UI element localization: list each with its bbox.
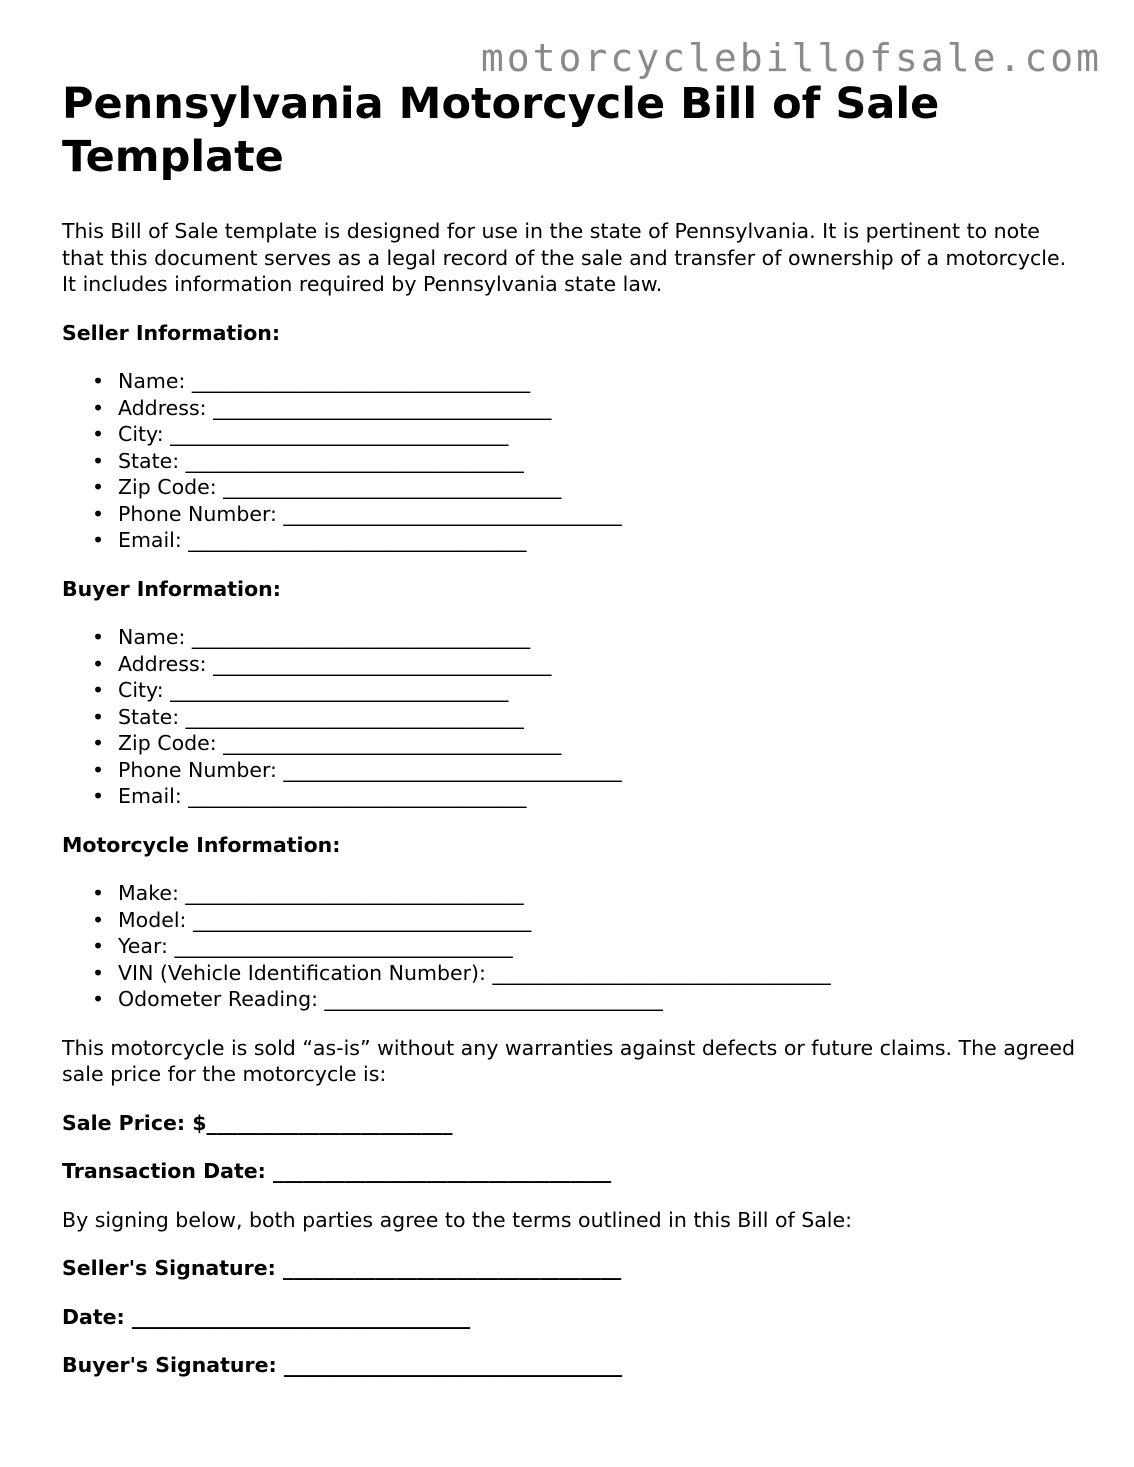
buyer-name-field[interactable]: • Name: _________________________________ [118,624,1082,651]
buyer-heading: Buyer Information: [62,576,281,601]
transaction-date-field[interactable]: Transaction Date: _________________________________ [62,1159,612,1183]
motorcycle-heading: Motorcycle Information: [62,832,341,857]
motorcycle-make-field[interactable]: • Make: _________________________________ [118,880,1082,907]
seller-phone-field[interactable]: • Phone Number: _________________________________ [118,501,1082,528]
seller-heading: Seller Information: [62,320,281,345]
watermark: motorcyclebillofsale.com [480,36,1102,80]
sale-price-field[interactable]: Sale Price: $________________________ [62,1110,453,1135]
motorcycle-odometer-field[interactable]: • Odometer Reading: _________________________________ [118,986,1082,1013]
motorcycle-fields-list [62,880,1082,1013]
buyer-city-field[interactable]: • City: _________________________________ [118,677,1082,704]
buyer-zip-field[interactable]: • Zip Code: _________________________________ [118,730,1082,757]
buyer-email-field[interactable]: • Email: _________________________________ [118,783,1082,810]
seller-address-field[interactable]: • Address: _________________________________ [118,395,1082,422]
buyer-state-field[interactable]: • State: _________________________________ [118,704,1082,731]
seller-state-field[interactable]: • State: _________________________________ [118,448,1082,475]
seller-fields-list [62,368,1082,554]
as-is-paragraph: This motorcycle is sold “as-is” without any warranties against defects or future claims. The agreed sale price for the motorcycle is: [62,1035,1075,1086]
motorcycle-vin-field[interactable]: • VIN (Vehicle Identification Number): _________________________________ [118,960,1082,987]
intro-paragraph: This Bill of Sale template is designed for use in the state of Pennsylvania. It is pertinent to note that this document serves as a legal record of the sale and transfer of ownership of a motorcycle. It includes information required by Pennsylvania state law. [62,219,1067,296]
motorcycle-year-field[interactable]: • Year: _________________________________ [118,933,1082,960]
page-title: Pennsylvania Motorcycle Bill of Sale Template [62,79,940,182]
buyer-address-field[interactable]: • Address: _________________________________ [118,651,1082,678]
seller-email-field[interactable]: • Email: _________________________________ [118,527,1082,554]
buyer-fields-list [62,624,1082,810]
motorcycle-model-field[interactable]: • Model: _________________________________ [118,907,1082,934]
seller-signature-field[interactable]: Seller's Signature: _________________________________ [62,1256,622,1280]
seller-city-field[interactable]: • City: _________________________________ [118,421,1082,448]
document-page [62,78,1082,1379]
buyer-signature-field[interactable]: Buyer's Signature: _________________________________ [62,1353,623,1377]
seller-name-field[interactable]: • Name: _________________________________ [118,368,1082,395]
seller-zip-field[interactable]: • Zip Code: _________________________________ [118,474,1082,501]
signature-date-field[interactable]: Date: _________________________________ [62,1304,471,1329]
signing-paragraph: By signing below, both parties agree to the terms outlined in this Bill of Sale: [62,1207,853,1232]
buyer-phone-field[interactable]: • Phone Number: _________________________________ [118,757,1082,784]
